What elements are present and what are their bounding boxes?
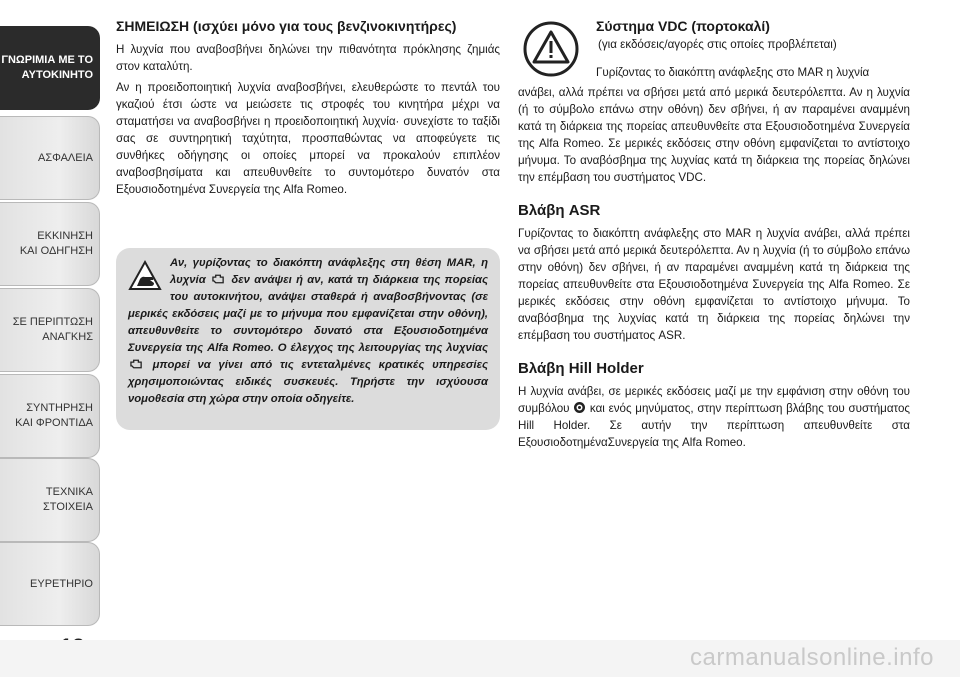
note-paragraph-2: Αν η προειδοποιητική λυχνία αναβοσβήνει, ελευθερώστε το πεντάλ του γκαζιού έτσι ώστε να μειώσετε τις στροφές του κινητήρα μέχρι να σταματήσει να αναβοσβήνει η προειδοποιητική λυχνία· συνεχίστε το ταξίδι σας σε συντηρητική ταχύτητα, προσπαθώντας να αποφεύγετε τις συνθήκες οδήγησης οι οποίες μπορεί να προκαλούν επιπλέον αναβοσβησίματα και απευθυνθείτε το συντομότερο δυνατόν στα Εξουσιοδοτημένα Συνεργεία της Alfa Romeo.: [116, 81, 500, 196]
tab-emergency[interactable]: [0, 288, 100, 372]
tab-technical-data[interactable]: [0, 458, 100, 542]
tab-label: ΕΥΡΕΤΗΡΙΟ: [30, 577, 93, 590]
watermark-bar: [0, 640, 960, 677]
tab-label: ΤΕΧΝΙΚΑ ΣΤΟΙΧΕΙΑ: [43, 486, 93, 513]
right-column: [518, 18, 910, 455]
tab-label: ΣΕ ΠΕΡΙΠΤΩΣΗ ΑΝΑΓΚΗΣ: [12, 316, 93, 343]
note-paragraph-1: Η λυχνία που αναβοσβήνει δηλώνει την πιθανότητα πρόκλησης ζημιάς στον καταλύτη.: [116, 43, 500, 73]
warning-text-1: Αν, γυρίζοντας το διακόπτη ανάφλεξης στη θέση MAR, η λυχνία: [170, 257, 488, 286]
asr-text: Γυρίζοντας το διακόπτη ανάφλεξης στο MAR η λυχνία ανάβει, αλλά πρέπει να σβήσει μετά από μερικά δευτερόλεπτα. Αν η λυχνία (ή το σύμβολο επάνω στην οθόνη) δεν σβήνει, ή αν παραμένει αναμμένη κατά τη διάρκεια της πορείας απευθυνθείτε στα Εξουσιοδοτημένα Συνεργεία της Alfa Romeo. Σε μερικές εκδόσεις στην οθόνη εμφανίζεται το αντίστοιχο μήνυμα. Το αναβόσβημα της λυχνίας κατά τη διάρκεια της πορείας δηλώνει την επέμβαση του συστήματος ASR.: [518, 227, 910, 342]
watermark-text: carmanualsonline.info: [690, 644, 934, 671]
hill-holder-text-2: και ενός μηνύματος, στην περίπτωση βλάβης του συστήματος Hill Holder. Σε αυτήν την περίπτωση απευθυνθείτε στα ΕξουσιοδοτημέναΣυνεργεία της Alfa Romeo.: [518, 402, 910, 449]
asr-title: Βλάβη ASR: [518, 202, 601, 219]
hill-holder-text-1: Η λυχνία ανάβει, σε μερικές εκδόσεις μαζί με την εμφάνιση στην οθόνη του συμβόλου: [518, 385, 910, 415]
hill-holder-text: [518, 383, 910, 451]
warning-text-3: μπορεί να γίνει από τις εντεταλμένες κρατικές υπηρεσίες χρησιμοποιώντας ειδικές συσκευές. Τηρήστε την ισχύουσα νομοθεσία στη χώρα στην οποία οδηγείτε.: [128, 359, 488, 405]
hill-holder-title: Βλάβη Hill Holder: [518, 360, 644, 377]
tab-getting-to-know[interactable]: [0, 26, 100, 110]
warning-hand-icon: [128, 259, 162, 293]
vdc-title: Σύστημα VDC (πορτοκαλί): [596, 18, 770, 34]
vdc-first-line: Γυρίζοντας το διακόπτη ανάφλεξης στο MAR η λυχνία: [596, 66, 870, 79]
hill-holder-symbol-icon: [573, 401, 586, 414]
left-column: [116, 18, 500, 202]
engine-lamp-icon: [212, 273, 225, 285]
tab-label: ΓΝΩΡΙΜΙΑ ΜΕ ΤΟ ΑΥΤΟΚΙΝΗΤΟ: [1, 54, 93, 81]
tab-index[interactable]: [0, 542, 100, 626]
vdc-header: [518, 18, 910, 84]
tab-starting-driving[interactable]: [0, 202, 100, 286]
warning-box: [116, 248, 500, 430]
tab-maintenance[interactable]: [0, 374, 100, 458]
tab-safety[interactable]: [0, 116, 100, 200]
note-heading: ΣΗΜΕΙΩΣΗ (ισχύει μόνο για τους βενζινοκινητήρες): [116, 18, 457, 34]
engine-lamp-icon: [130, 358, 143, 370]
vdc-subtitle: (για εκδόσεις/αγορές στις οποίες προβλέπεται): [598, 38, 837, 51]
tab-label: ΣΥΝΤΗΡΗΣΗ ΚΑΙ ΦΡΟΝΤΙΔΑ: [15, 402, 93, 429]
tab-label: ΑΣΦΑΛΕΙΑ: [37, 151, 93, 164]
warning-text-2: δεν ανάψει ή αν, κατά τη διάρκεια της πορείας του αυτοκινήτου, ανάψει σταθερά ή αναβοσβήνοντας (σε μερικές εκδόσεις μαζί με το μήνυμα που εμφανίζεται στην οθόνη), απευθυνθείτε το συντομότερο δυνατό στα Εξουσιοδοτημένα Συνεργεία της Alfa Romeo. Ο έλεγχος της λειτουργίας της λυχνίας: [128, 274, 489, 354]
warning-triangle-icon: [522, 20, 580, 78]
tab-label: ΕΚΚΙΝΗΣΗ ΚΑΙ ΟΔΗΓΗΣΗ: [19, 230, 93, 257]
vdc-text: ανάβει, αλλά πρέπει να σβήσει μετά από μερικά δευτερόλεπτα. Αν η λυχνία (ή το σύμβολο επάνω στην οθόνη) δεν σβήνει, ή αν παραμένει αναμμένη κατά τη διάρκεια της πορείας απευθυνθείτε στα Εξουσιοδοτημένα Συνεργεία της Alfa Romeo. Σε μερικές εκδόσεις στην οθόνη εμφανίζεται το αντίστοιχο μήνυμα. Το αναβόσβημα της λυχνίας κατά τη διάρκεια της πορείας δηλώνει την επέμβαση του συστήματος VDC.: [518, 86, 910, 184]
warning-text: [128, 255, 488, 408]
